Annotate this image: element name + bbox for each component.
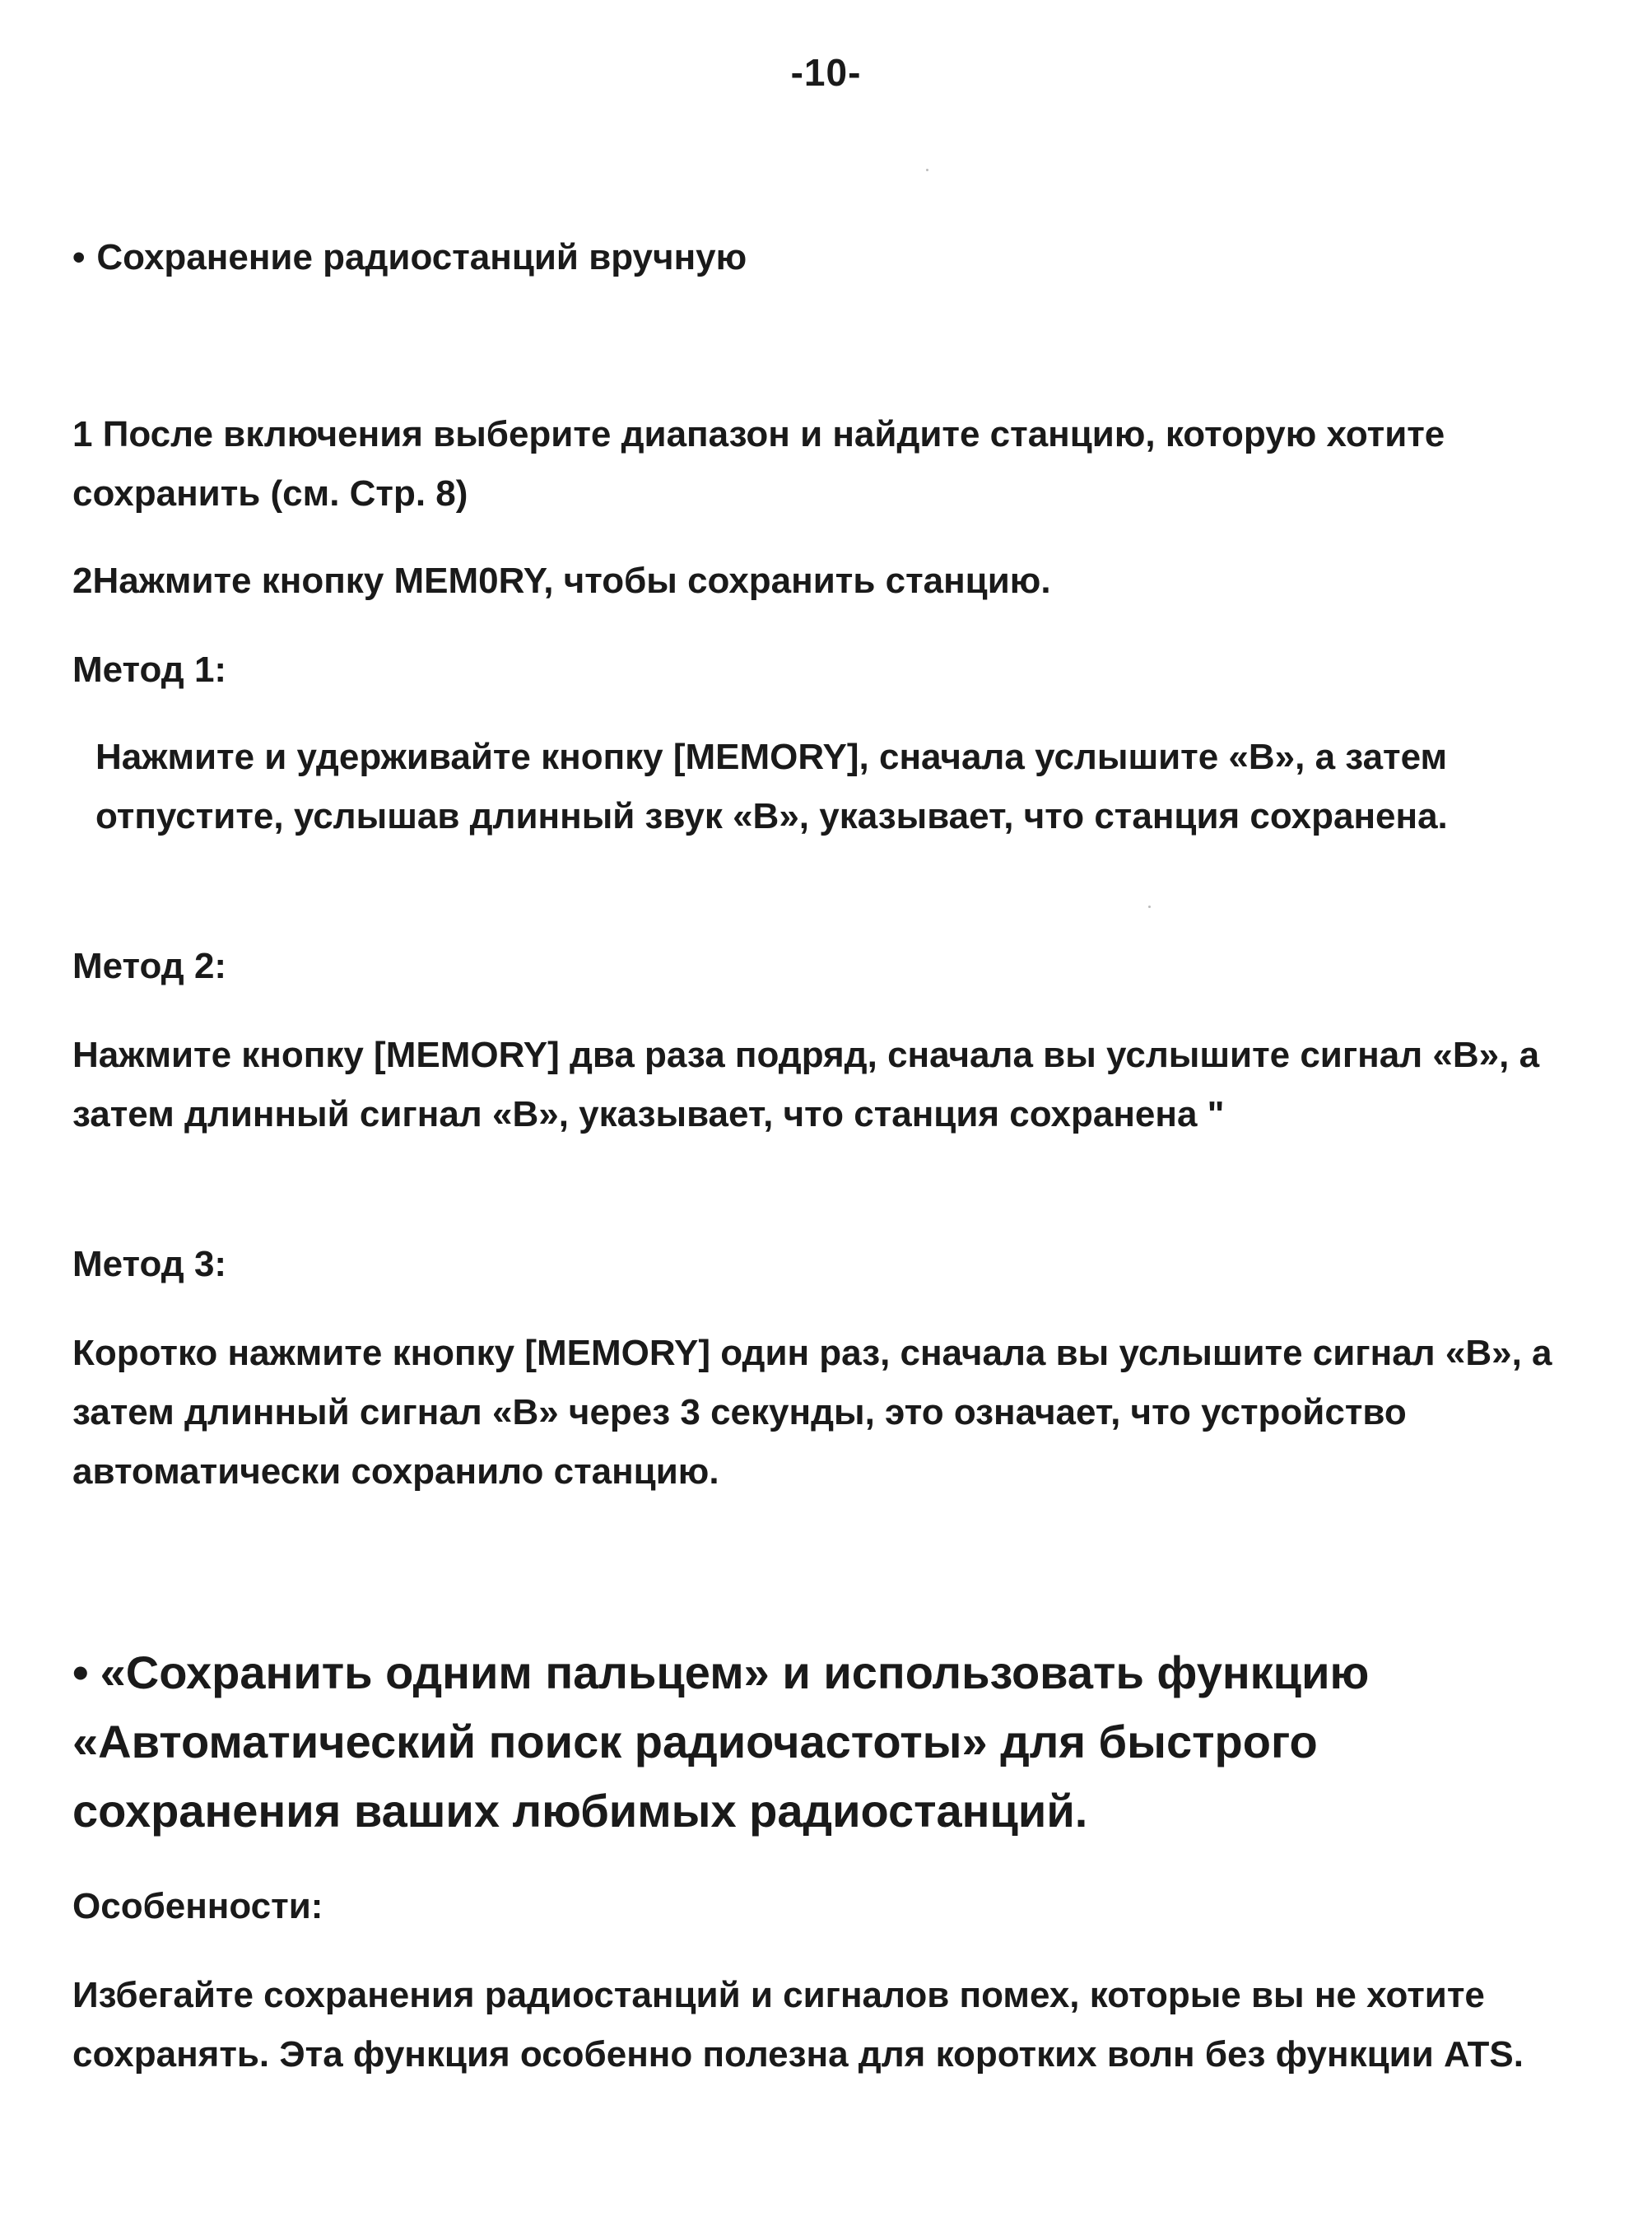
method-1-label: Метод 1: (72, 650, 227, 690)
step-2-paragraph: 2Нажмите кнопку MEM0RY, чтобы сохранить станцию. (72, 561, 1051, 601)
method-2-paragraph: Нажмите кнопку [MEMORY] два раза подряд, сначала вы услышите сигнал «B», а затем длинный сигнал «B», указывает, что станция сохранена " (72, 1035, 1540, 1134)
features-label: Особенности: (72, 1886, 323, 1926)
scan-speck (926, 169, 928, 171)
page-number: -10- (790, 51, 862, 94)
scan-speck (1148, 906, 1151, 908)
bullet-icon: • (72, 1646, 89, 1698)
features-paragraph: Избегайте сохранения радиостанций и сигналов помех, которые вы не хотите сохранять. Эта функция особенно полезна для коротких волн без функции ATS. (72, 1975, 1524, 2075)
method-3-label: Метод 3: (72, 1244, 227, 1284)
step-1-paragraph: 1 После включения выберите диапазон и найдите станцию, которую хотите сохранить (см. Стр. 8) (72, 414, 1445, 514)
method-1-paragraph: Нажмите и удерживайте кнопку [MEMORY], сначала услышите «B», а затем отпустите, услышав длинный звук «B», указывает, что станция сохранена. (95, 737, 1448, 836)
bullet-icon: • (72, 237, 86, 277)
section-heading-text: Сохранение радиостанций вручную (96, 237, 747, 277)
section-heading-manual-save (72, 229, 1554, 286)
method-2-label: Метод 2: (72, 946, 227, 986)
section-heading-one-finger-save (72, 1638, 1554, 1846)
section-heading-text: «Сохранить одним пальцем» и использовать функцию «Автоматический поиск радиочастоты» для быстрого сохранения ваших любимых радиостанций. (72, 1646, 1370, 1837)
method-3-paragraph: Коротко нажмите кнопку [MEMORY] один раз, сначала вы услышите сигнал «B», а затем длинный сигнал «B» через 3 секунды, это означает, что устройство автоматически сохранило станцию. (72, 1333, 1552, 1492)
